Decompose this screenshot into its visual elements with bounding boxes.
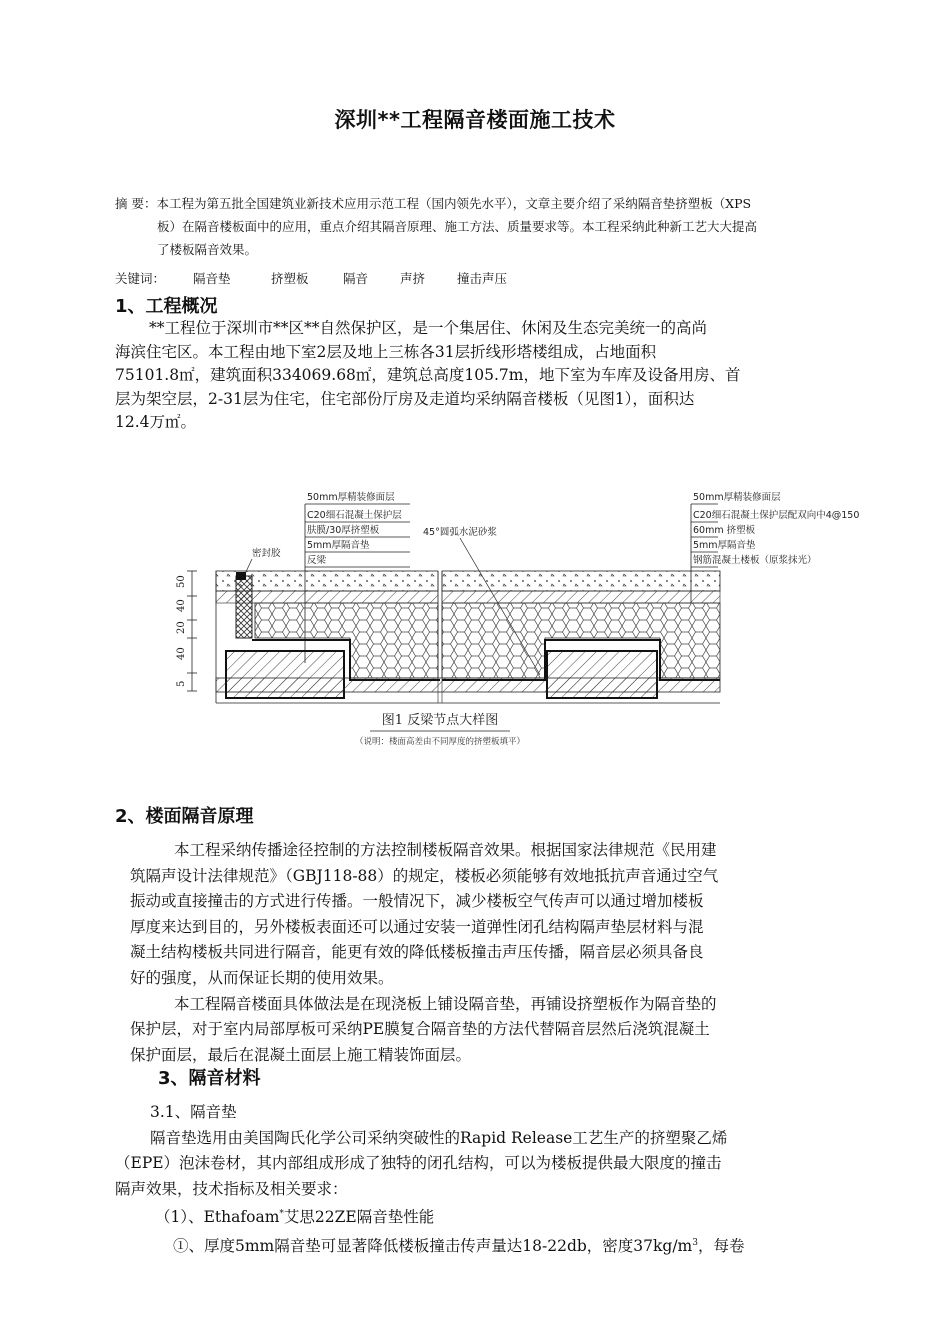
label-text: 50mm厚精装修面层 xyxy=(693,492,781,503)
label-text: 肤膜/30厚挤塑板 xyxy=(307,525,380,536)
caption-text: 图1 反梁节点大样图 xyxy=(381,713,499,728)
label-text: 50mm厚精装修面层 xyxy=(307,492,395,503)
text-line: 凝土结构楼板共同进行隔音，能更有效的降低楼板撞击声压传播，隔音层必须具备良 xyxy=(130,943,704,962)
abstract-label: 摘 要： xyxy=(115,196,157,211)
label-text: C20细石混凝土保护层 xyxy=(307,510,402,521)
section3-body xyxy=(115,1100,860,1260)
dim-label: 50 xyxy=(176,575,187,588)
text-line: 好的强度，从而保证长期的使用效果。 xyxy=(130,968,394,987)
text-line: 本工程采纳传播途径控制的方法控制楼板隔音效果。根据国家法律规范《民用建 xyxy=(174,841,717,859)
keyword: 声挤 xyxy=(400,271,426,286)
label-text: 5mm厚隔音垫 xyxy=(307,540,370,551)
keyword: 撞击声压 xyxy=(457,271,508,286)
label-text: 密封胶 xyxy=(252,548,281,559)
keyword: 挤塑板 xyxy=(271,271,309,286)
caption-note: （说明：楼面高差由不同厚度的挤塑板填平） xyxy=(354,737,526,747)
list-item: ①、厚度5mm隔音垫可显著降低楼板撞击传声量达18-22db，密度$37kg/m^3$，每卷 xyxy=(173,1237,745,1256)
dim-label: 20 xyxy=(176,621,187,634)
abstract-line: 板）在隔音楼板面中的应用，重点介绍其隔音原理、施工方法、质量要求等。本工程采纳此种新工艺大大提高 xyxy=(157,219,758,234)
keywords xyxy=(115,267,860,290)
label-text: 反梁 xyxy=(307,555,327,566)
section1-paragraph xyxy=(115,317,860,435)
section-heading: 1、工程概况 xyxy=(115,296,218,317)
text-line: 保护面层，最后在混凝土面层上施工精装饰面层。 xyxy=(130,1045,472,1064)
text-line: 层为架空层，2-31层为住宅，住宅部份厅房及走道均采纳隔音楼板（见图1），面积达 xyxy=(115,389,695,408)
dim-label: 40 xyxy=(176,599,187,612)
abstract-line: 了楼板隔音效果。 xyxy=(157,242,258,257)
text-line: 本工程隔音楼面具体做法是在现浇板上铺设隔音垫，再铺设挤塑板作为隔音垫的 xyxy=(174,994,717,1013)
dimension-ticks xyxy=(187,571,197,691)
text-line: 75101.8㎡，建筑面积334069.68㎡，建筑总高度105.7m，地下室为车库及设备用房、首 xyxy=(115,366,741,384)
label-text: 钢筋混凝土楼板（原浆抹光） xyxy=(693,555,817,566)
text-line: **工程位于深圳市**区**自然保护区，是一个集居住、休闲及生态完美统一的高尚 xyxy=(149,319,708,337)
section2-paragraph xyxy=(130,838,860,1068)
beam-detail-figure xyxy=(160,488,860,753)
text-line: 海滨住宅区。本工程由地下室2层及地上三栋各31层折线形塔楼组成，占地面积 xyxy=(115,342,657,361)
label-text: C20细石混凝土保护层配双向中4@150 xyxy=(693,510,860,521)
label-text: 45°圆弧水泥砂浆 xyxy=(423,527,497,538)
dim-label: 40 xyxy=(176,647,187,660)
text-line: 隔声效果，技术指标及相关要求： xyxy=(115,1179,348,1198)
text-line: （EPE）泡沫卷材，其内部组成形成了独特的闭孔结构，可以为楼板提供最大限度的撞击 xyxy=(115,1154,722,1173)
figure-caption xyxy=(355,712,525,747)
text-line: 保护层，对于室内局部厚板可采纳PE膜复合隔音垫的方法代替隔音层然后浇筑混凝土 xyxy=(130,1020,710,1039)
page-title: 深圳**工程隔音楼面施工技术 xyxy=(334,108,616,132)
label-text: 5mm厚隔音垫 xyxy=(693,540,756,551)
left-label-stack xyxy=(307,491,402,566)
text-line: 筑隔声设计法律规范》（GBJ118-88）的规定，楼板必须能够有效地抵抗声音通过空气 xyxy=(130,866,719,885)
label-text: 60mm 挤塑板 xyxy=(693,525,756,536)
dimension-labels xyxy=(176,575,187,687)
keyword: 隔音 xyxy=(343,271,369,286)
keywords-label: 关键词： xyxy=(115,271,166,286)
text-line: 12.4万㎡。 xyxy=(115,413,197,431)
list-item: （1）、Ethafoam*艾思22ZE隔音垫性能 xyxy=(155,1208,435,1227)
text-line: 厚度来达到目的，另外楼板表面还可以通过安装一道弹性闭孔结构隔声垫层材料与混 xyxy=(130,917,704,936)
dim-label: 5 xyxy=(176,680,187,687)
right-label-stack xyxy=(693,491,859,566)
text-line: 隔音垫选用由美国陶氏化学公司采纳突破性的Rapid Release工艺生产的挤塑聚乙烯 xyxy=(150,1128,728,1147)
section-heading: 3、隔音材料 xyxy=(158,1068,261,1089)
floor-section xyxy=(216,571,720,703)
section-heading: 2、楼面隔音原理 xyxy=(115,806,254,827)
text-line: 振动或直接撞击的方式进行传播。一般情况下，减少楼板空气传声可以通过增加楼板 xyxy=(130,892,704,911)
keyword: 隔音垫 xyxy=(193,271,231,286)
abstract-line: 本工程为第五批全国建筑业新技术应用示范工程（国内领先水平），文章主要介绍了采纳隔音垫挤塑板（XPS xyxy=(156,196,752,211)
abstract xyxy=(115,192,860,261)
subsection-heading: 3.1、隔音垫 xyxy=(150,1103,237,1121)
